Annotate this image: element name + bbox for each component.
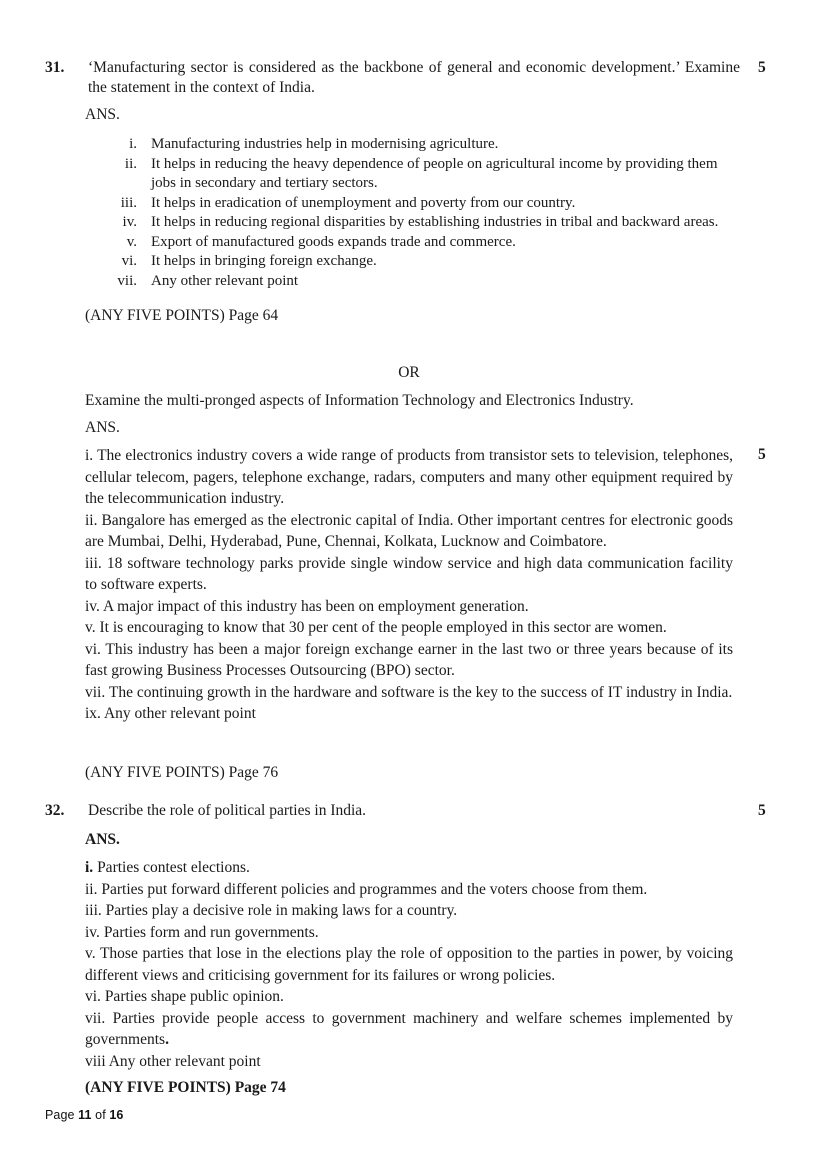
list-item	[85, 986, 733, 1008]
question-32-block	[45, 801, 782, 821]
list-item	[85, 1051, 733, 1073]
list-item-numeral: i.	[129, 136, 137, 152]
list-item-marker: vii.	[85, 683, 106, 701]
list-item	[85, 252, 733, 272]
list-item	[85, 510, 733, 553]
list-item-text: Parties put forward different policies and programmes and the voters choose from them.	[97, 880, 648, 898]
question-31-alt-text: Examine the multi-pronged aspects of Information Technology and Electronics Industry.	[85, 392, 634, 409]
list-item-text: Any other relevant point	[151, 272, 299, 289]
list-item-marker: i.	[85, 859, 94, 876]
question-32-points-list	[85, 857, 733, 1072]
list-item-text: It is encouraging to know that 30 per cent of the people employed in this sector are women.	[95, 619, 667, 636]
list-item-marker: viii	[85, 1052, 106, 1070]
list-item-marker: iii.	[85, 554, 102, 572]
footer-current-page: 11	[78, 1108, 92, 1122]
list-item-text: It helps in reducing regional disparities by establishing industries in tribal and backward areas.	[151, 214, 719, 230]
list-item-text: It helps in eradication of unemployment and poverty from our country.	[151, 194, 576, 211]
list-item	[85, 233, 733, 253]
question-32-number: 32.	[45, 802, 65, 819]
list-item-marker: iv.	[85, 597, 100, 615]
question-32-reference: (ANY FIVE POINTS) Page 74	[85, 1079, 286, 1096]
list-item-text: It helps in bringing foreign exchange.	[151, 253, 377, 269]
question-31-reference: (ANY FIVE POINTS) Page 64	[85, 307, 279, 324]
list-item	[85, 135, 733, 155]
question-31-alt-marks: 5	[758, 446, 766, 463]
list-item-marker: vi.	[85, 988, 101, 1005]
list-item-text: Manufacturing industries help in modernising agriculture.	[151, 136, 499, 152]
list-item-text: This industry has been a major foreign exchange earner in the last two or three years because of its fast growing Business Processes Outsourcing (BPO) sector.	[85, 640, 733, 679]
list-item	[85, 639, 733, 682]
list-item	[85, 272, 733, 292]
list-item	[85, 213, 733, 233]
list-item	[85, 857, 733, 879]
list-item-text: Parties form and run governments.	[99, 923, 319, 941]
list-item-numeral: ii.	[124, 155, 137, 172]
list-item-text: The electronics industry covers a wide range of products from transistor sets to television, telephones, cellular telecom, pagers, telephone exchange, radars, computers and many other equipment required by the telecommunication industry.	[85, 447, 733, 507]
question-32-text: Describe the role of political parties in India.	[88, 802, 367, 819]
question-31-alt-reference: (ANY FIVE POINTS) Page 76	[85, 764, 279, 781]
list-item	[85, 922, 733, 944]
question-31-number: 31.	[45, 59, 65, 76]
list-item	[85, 155, 733, 194]
question-31-marks: 5	[758, 59, 766, 76]
list-item-numeral: v.	[126, 233, 137, 250]
list-item-marker: vi.	[85, 640, 101, 658]
list-item	[85, 1008, 733, 1051]
list-item-marker: ii.	[85, 511, 98, 529]
list-item	[85, 943, 733, 986]
list-item-text: It helps in reducing the heavy dependence of people on agricultural income by providing them jobs in secondary and tertiary sectors.	[151, 155, 718, 191]
list-item-text: Parties play a decisive role in making laws for a country.	[101, 902, 458, 919]
list-item-text-tail: .	[165, 1031, 169, 1048]
list-item-text: Parties shape public opinion.	[100, 988, 284, 1005]
list-item-text: Export of manufactured goods expands trade and commerce.	[151, 233, 516, 250]
question-31-points-list	[85, 135, 733, 291]
list-item	[85, 879, 733, 901]
question-31-alt-points-list	[85, 445, 733, 725]
list-item-numeral: vi.	[121, 253, 137, 269]
list-item-marker: iii.	[85, 902, 102, 919]
question-31-ans-label: ANS.	[85, 106, 120, 123]
list-item-marker: i.	[85, 447, 94, 464]
list-item-marker: vii.	[85, 1009, 106, 1027]
list-item-numeral: vii.	[117, 272, 137, 289]
list-item-numeral: iv.	[122, 214, 137, 230]
list-item	[85, 194, 733, 214]
list-item	[85, 596, 733, 618]
list-item-text: The continuing growth in the hardware and software is the key to the success of IT industry in India.	[105, 683, 733, 701]
list-item	[85, 617, 733, 639]
list-item-text: Those parties that lose in the elections play the role of opposition to the parties in power, by voicing different views and criticising government for its failures or wrong policies.	[85, 945, 733, 984]
list-item-text: A major impact of this industry has been on employment generation.	[99, 597, 529, 615]
list-item-marker: v.	[85, 945, 96, 962]
question-31-text: ‘Manufacturing sector is considered as the backbone of general and economic development.’ Examine the statement in the context of India.	[88, 59, 740, 96]
list-item-text: Any other relevant point	[100, 705, 256, 722]
list-item-text: Parties contest elections.	[93, 859, 250, 876]
list-item-text: Parties provide people access to government machinery and welfare schemes implemented by governments	[85, 1009, 733, 1048]
list-item-marker: ix.	[85, 705, 101, 722]
question-31-block	[45, 58, 782, 98]
footer-total-pages: 16	[109, 1108, 124, 1122]
question-32-ans-label: ANS.	[85, 831, 120, 848]
list-item-text: Any other relevant point	[105, 1052, 261, 1070]
list-item-text: Bangalore has emerged as the electronic capital of India. Other important centres for electronic goods are Mumbai, Delhi, Hyderabad, Pune, Chennai, Kolkata, Lucknow and Coimbatore.	[85, 511, 733, 550]
list-item-marker: iv.	[85, 923, 100, 941]
list-item-marker: ii.	[85, 880, 98, 898]
list-item	[85, 445, 733, 510]
list-item-text: 18 software technology parks provide single window service and high data communication facility to software experts.	[85, 554, 733, 593]
list-item	[85, 703, 733, 725]
question-32-marks: 5	[758, 802, 766, 819]
page-footer	[45, 1108, 123, 1122]
or-divider: OR	[398, 364, 420, 381]
list-item-numeral: iii.	[120, 194, 137, 211]
list-item	[85, 553, 733, 596]
list-item	[85, 682, 733, 704]
question-31-alt-ans-label: ANS.	[85, 419, 120, 436]
list-item	[85, 900, 733, 922]
footer-middle: of	[91, 1108, 110, 1122]
list-item-marker: v.	[85, 619, 96, 636]
footer-prefix: Page	[45, 1108, 79, 1122]
